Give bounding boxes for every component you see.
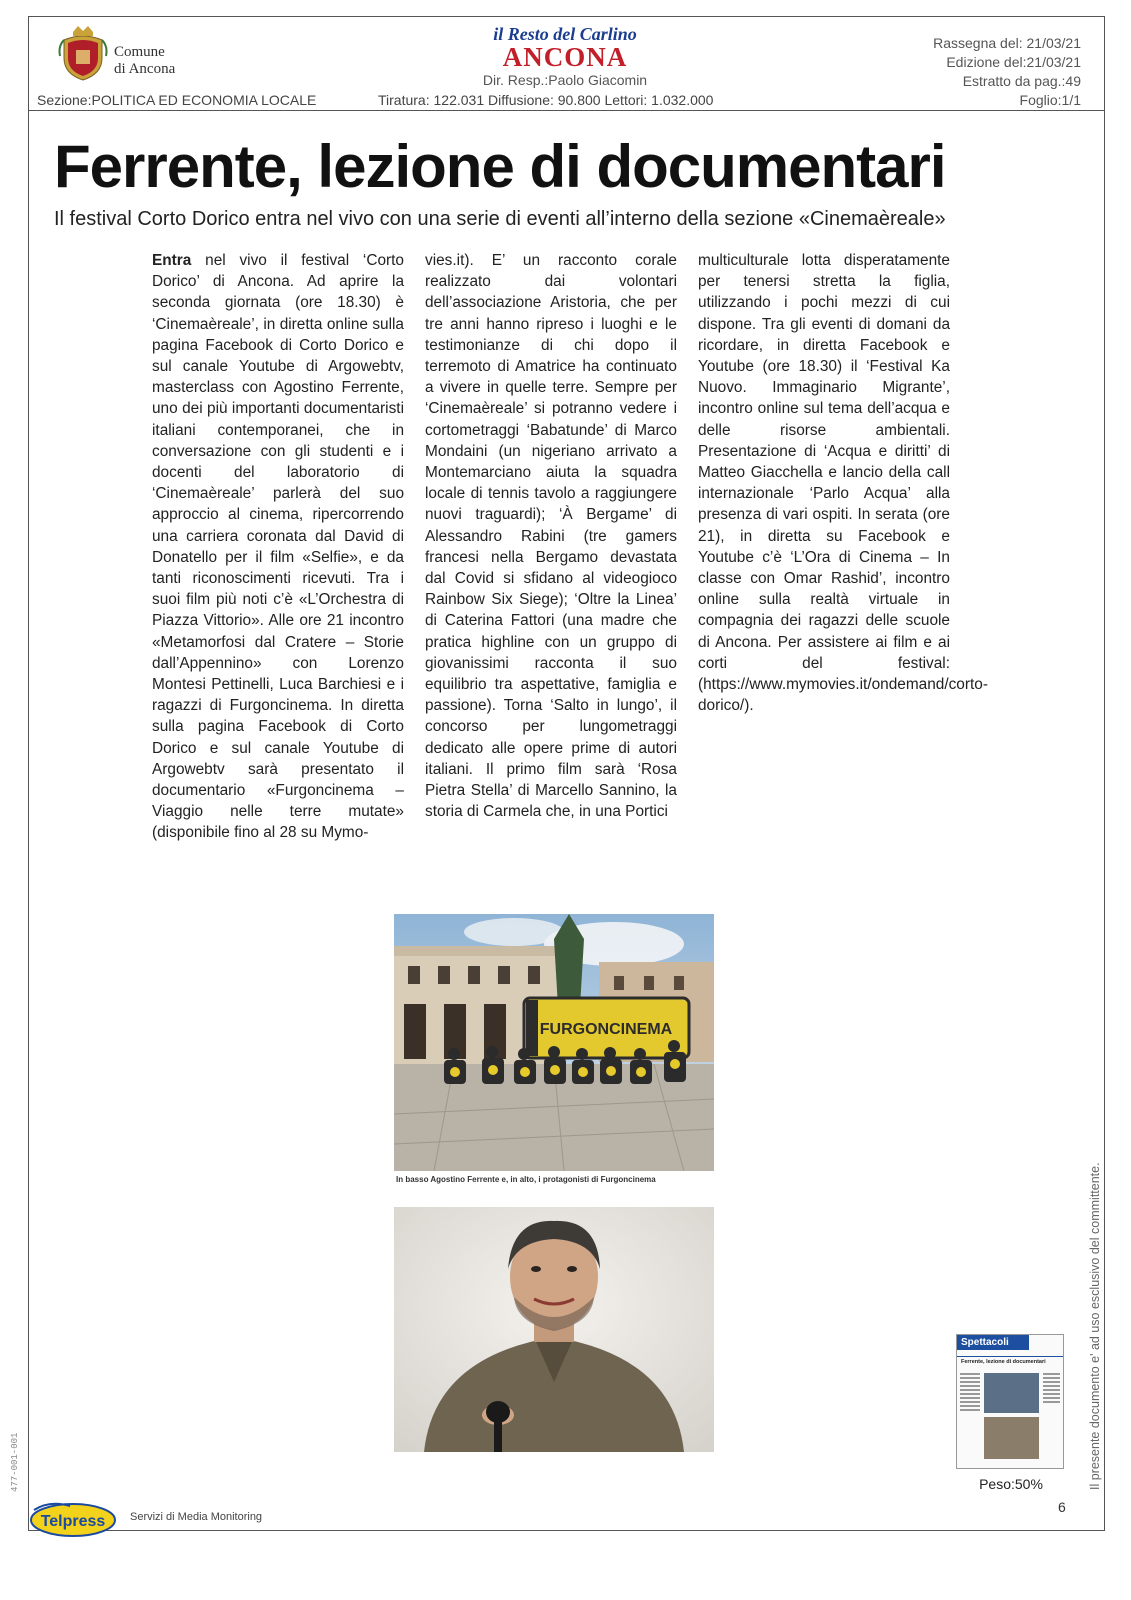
masthead-city: ANCONA — [502, 42, 628, 72]
comune-label: Comune — [114, 44, 165, 60]
furgoncinema-banner: FURGONCINEMA — [539, 1021, 673, 1038]
photo-furgoncinema-group — [394, 914, 714, 1171]
page-thumbnail — [956, 1334, 1064, 1469]
article-column-2: vies.it). E’ un racconto corale realizzato dai volontari dell’associazione Aristoria, che per tre anni hanno ripreso i luoghi e le testimonianze di chi dopo il terremoto di Amatrice ha continuato a vivere in quelle terre. Sempre per ‘Cinemaèreale’ si potranno vedere i cortometraggi ‘Babatunde’ di Marco Mondaini (un nigeriano arrivato a Montemarciano aiuta la squadra locale di tennis tavolo a raggiungere nuovi traguardi); ‘À Bergame’ di Alessandro Rabini (tre gamers francesi nella Bergamo devastata dal Covid si sfidano al videogioco Rainbow Six Siege); ‘Oltre la Linea’ di Caterina Fattori (una madre che pratica highline con un gruppo di giovanissimi racconta il suo equilibrio tra aspettative, famiglia e passione). Torna ‘Salto in lungo’, il concorso per lungometraggi dedicato alle opere prime di autori italiani. Il primo film sarà ‘Rosa Pietra Stella’ di Marcello Sannino, la storia di Carmela che, in una Portici — [425, 252, 677, 821]
document-code: 477-001-001 — [10, 1432, 20, 1492]
thumbnail-section: Spettacoli — [957, 1335, 1029, 1350]
press-review-meta — [933, 34, 1081, 110]
thumbnail-preview-icon — [957, 1367, 1063, 1469]
comune-crest-icon — [58, 26, 108, 82]
circulation-stats: Tiratura: 122.031 Diffusione: 90.800 Lettori: 1.032.000 — [378, 92, 714, 108]
telpress-logo-icon — [30, 1500, 116, 1538]
article-headline: Ferrente, lezione di documentari — [54, 133, 946, 200]
masthead-title: il Resto del Carlino — [493, 24, 637, 44]
newspaper-masthead — [470, 24, 660, 70]
page-number: 6 — [1058, 1499, 1066, 1515]
foglio: Foglio:1/1 — [1019, 92, 1081, 108]
header-separator — [28, 110, 1105, 111]
usage-disclaimer: Il presente documento e' ad uso esclusivo del committente. — [1088, 1162, 1102, 1490]
rassegna-date: Rassegna del: 21/03/21 — [933, 35, 1081, 51]
comune-city: di Ancona — [114, 61, 176, 77]
estratto-page: Estratto da pag.:49 — [962, 73, 1081, 89]
footer-service-label: Servizi di Media Monitoring — [130, 1511, 263, 1523]
photo-agostino-ferrente — [394, 1207, 714, 1452]
thumbnail-title: Ferrente, lezione di documentari — [957, 1356, 1063, 1367]
peso-label: Peso:50% — [979, 1476, 1043, 1492]
edizione-date: Edizione del:21/03/21 — [946, 54, 1081, 70]
photo-caption: In basso Agostino Ferrente e, in alto, i protagonisti di Furgoncinema — [396, 1175, 656, 1184]
director: Dir. Resp.:Paolo Giacomin — [482, 72, 648, 88]
article-column-1 — [152, 250, 404, 844]
telpress-wordmark: Telpress — [40, 1513, 106, 1530]
article-subhead: Il festival Corto Dorico entra nel vivo con una serie di eventi all’interno della sezione «Cinemaèreale» — [54, 208, 946, 230]
section-label: Sezione:POLITICA ED ECONOMIA LOCALE — [37, 92, 317, 108]
lead-word: Entra — [152, 252, 192, 269]
comune-logo-text — [114, 44, 175, 78]
column-1-text: nel vivo il festival ‘Corto Dorico’ di Ancona. Ad aprire la seconda giornata (ore 18.30) è ‘Cinemaèreale’, in diretta online sulla pagina Facebook di Corto Dorico e sul canale Youtube di Argowebtv, masterclass con Agostino Ferrente, uno dei più importanti documentaristi italiani contemporanei, che in conversazione con gli studenti e i docenti del laboratorio di ‘Cinemaèreale’ parlerà del suo approccio al cinema, ripercorrendo una carriera coronata dal David di Donatello per il film «Selfie», e da tanti riconoscimenti ricevuti. Tra i suoi film più noti c’è «L’Orchestra di Piazza Vittorio». Alle ore 21 incontro «Metamorfosi dal Cratere – Storie dall’Appennino» con Lorenzo Montesi Pettinelli, Luca Barchiesi e i ragazzi di Furgoncinema. In diretta sulla pagina Facebook di Corto Dorico e sul canale Youtube di Argowebtv sarà presentato il documentario «Furgoncinema – Viaggio nelle terre mutate» (disponibile fino al 28 su Mymo- — [152, 252, 404, 842]
article-column-3: multiculturale lotta disperatamente per tenersi stretta la figlia, utilizzando i pochi mezzi di cui dispone. Tra gli eventi di domani da ricordare, in diretta Facebook e Youtube (ore 18.30) il ‘Festival Ka Nuovo. Immaginario Migrante’, incontro online sul tema dell’acqua e delle risorse ambientali. Presentazione di ‘Acqua e diritti’ di Matteo Giacchella e lancio della call internazionale ‘Parlo Acqua’ alla presenza di vari ospiti. In serata (ore 21), in diretta su Facebook e Youtube c’è ‘L’Ora di Cinema – In classe con Omar Rashid’, incontro online sulla realtà virtuale in compagnia dei ragazzi delle scuole di Ancona. Per assistere ai film e ai corti del festival: (https://www.mymovies.it/ondemand/corto-dorico/). — [698, 252, 988, 715]
